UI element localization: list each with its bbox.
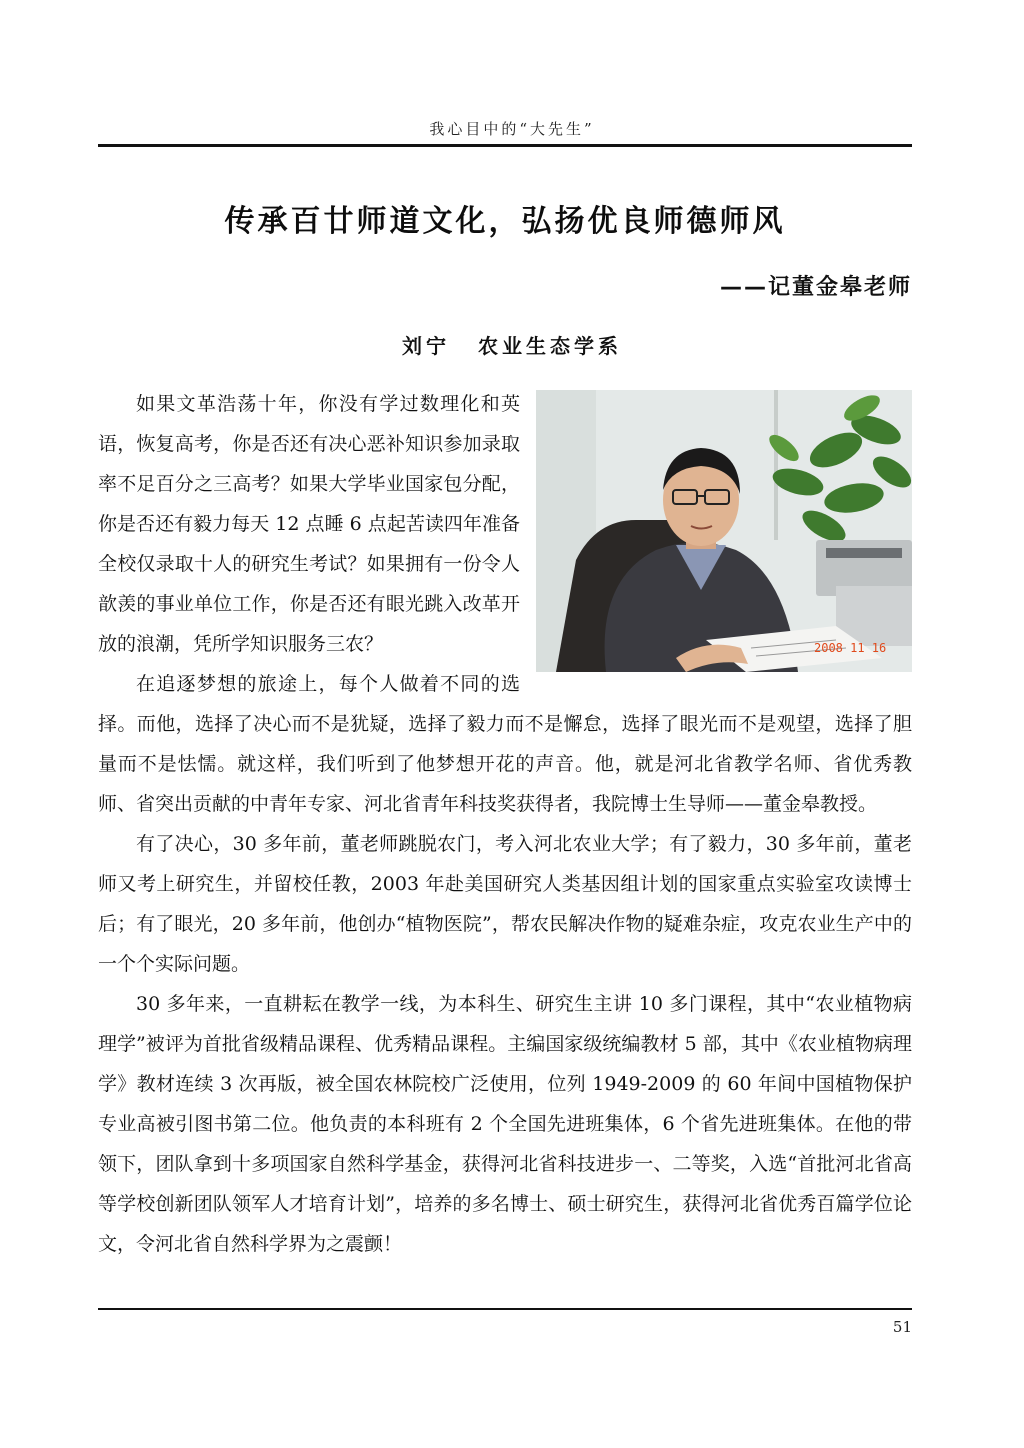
running-header: 我心目中的“大先生” [429, 120, 595, 138]
author-line [0, 330, 1024, 359]
article-title: 传承百廿师道文化，弘扬优良师德师风 [224, 204, 786, 239]
paragraph: 如果文革浩荡十年，你没有学过数理化和英语，恢复高考，你是否还有决心恶补知识参加录取率不足百分之三高考？如果大学毕业国家包分配，你是否还有毅力每天 12 点睡 6 点起苦读四年准备全校仅录取十人的研究生考试？如果拥有一份令人歆羡的事业单位工作，你是否还有眼光跳入改革开放的浪潮，凭所学知识服务三农？ [98, 393, 520, 655]
author-department: 农业生态学系 [478, 334, 622, 358]
photo-date-stamp: 2008 11 16 [814, 641, 887, 655]
article-subtitle: ——记董金皋老师 [719, 275, 912, 300]
page-number: 51 [892, 1318, 912, 1336]
paragraph: 有了决心，30 多年前，董老师跳脱农门，考入河北农业大学；有了毅力，30 多年前，董老师又考上研究生，并留校任教，2003 年赴美国研究人类基因组计划的国家重点实验室攻读博士后；有了眼光，20 多年前，他创办“植物医院”，帮农民解决作物的疑难杂症，攻克农业生产中的一个个实际问题。 [98, 833, 912, 975]
paragraph: 30 多年来，一直耕耘在教学一线，为本科生、研究生主讲 10 多门课程，其中“农业植物病理学”被评为首批省级精品课程、优秀精品课程。主编国家级统编教材 5 部，其中《农业植物病理学》教材连续 3 次再版，被全国农林院校广泛使用，位列 1949-2009 的 60 年间中国植物保护专业高被引图书第二位。他负责的本科班有 2 个全国先进班集体，6 个省先进班集体。在他的带领下，团队拿到十多项国家自然科学基金，获得河北省科技进步一、二等奖，入选“首批河北省高等学校创新团队领军人才培育计划”，培养的多名博士、硕士研究生，获得河北省优秀百篇学位论文，令河北省自然科学界为之震颤！ [98, 993, 912, 1255]
paragraph: 在追逐梦想的旅途上，每个人做着不同的选择。而他，选择了决心而不是犹疑，选择了毅力而不是懈怠，选择了眼光而不是观望，选择了胆量而不是怯懦。就这样，我们听到了他梦想开花的声音。他，就是河北省教学名师、省优秀教师、省突出贡献的中青年专家、河北省青年科技奖获得者，我院博士生导师——董金皋教授。 [98, 673, 912, 815]
footer-rule [98, 1308, 912, 1310]
portrait-illustration [536, 390, 912, 672]
header-rule [98, 144, 912, 147]
portrait-photo [536, 390, 912, 672]
author-name: 刘宁 [402, 334, 450, 358]
article-body [98, 384, 912, 1264]
